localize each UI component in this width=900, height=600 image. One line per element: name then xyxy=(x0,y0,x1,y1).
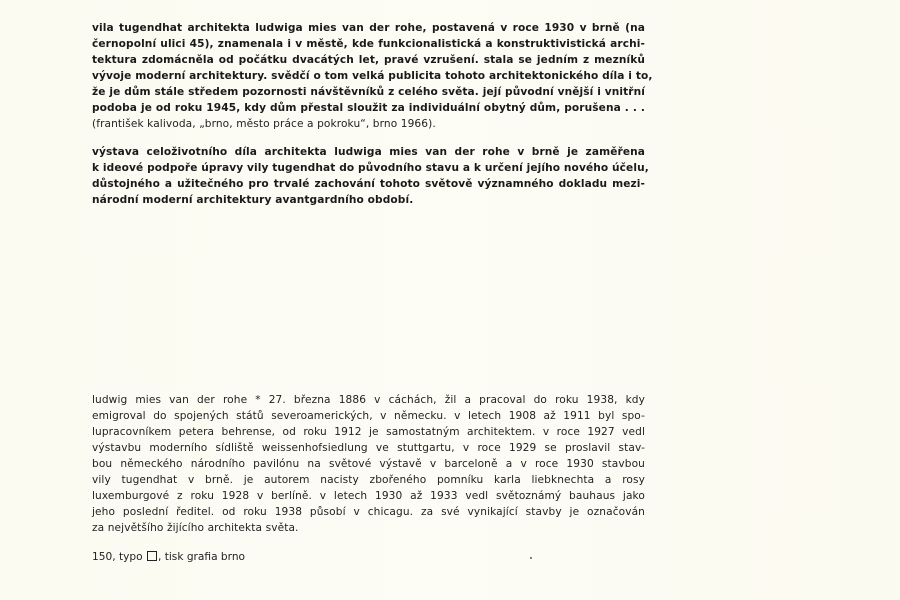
colophon xyxy=(92,545,645,565)
intro-line: že je dům stále středem pozornosti návštěvníků z celého světa. její původní vnější i vnitřní xyxy=(92,86,645,98)
print-speck xyxy=(530,557,532,559)
biography-line: emigroval do spojených států severoamerických, v německu. v letech 1908 až 1911 byl spo- xyxy=(92,410,645,422)
intro-line: vila tugendhat architekta ludwiga mies van der rohe, postavená v roce 1930 v brně (na xyxy=(92,22,645,34)
colophon-line xyxy=(92,551,245,563)
exhibition-line: výstava celoživotního díla architekta ludwiga mies van der rohe v brně je zaměřena xyxy=(92,146,645,158)
exhibition-line: k ideové podpoře úpravy vily tugendhat do původního stavu a k určení jejího nového účelu, xyxy=(92,162,649,174)
exhibition-paragraph xyxy=(92,144,649,208)
biography-line: jeho poslední ředitel. od roku 1938 působí v chicagu. za své vynikající stavby je označován xyxy=(92,506,645,518)
biography-line: výstavbu moderního sídliště weissenhofsiedlung ve stuttgartu, v roce 1929 se proslavil stav- xyxy=(92,442,645,454)
biography-paragraph xyxy=(92,392,645,536)
biography-line: lupracovníkem petera behrense, od roku 1912 je samostatným architektem. v roce 1927 vedl xyxy=(92,426,645,438)
biography-line: bou německého národního pavilónu na světové výstavě v barceloně a v roce 1930 stavbou xyxy=(92,458,645,470)
biography-line: ludwig mies van der rohe * 27. března 1886 v cáchách, žil a pracoval do roku 1938, kdy xyxy=(92,394,645,406)
biography-line: za největšího žijícího architekta světa. xyxy=(92,522,299,534)
colophon-prefix: 150, typo xyxy=(92,551,143,563)
intro-line: podoba je od roku 1945, kdy dům přestal sloužit za individuální obytný dům, porušena . . . xyxy=(92,102,645,114)
citation xyxy=(92,116,645,132)
colophon-suffix: , tisk grafia brno xyxy=(157,551,246,563)
biography-line: vily tugendhat v brně. je autorem nacisty zbořeného pomníku karla liebknechta a rosy xyxy=(92,474,645,486)
intro-paragraph xyxy=(92,20,653,116)
biography-line: luxemburgové z roku 1928 v berlíně. v letech 1930 až 1933 vedl světoznámý bauhaus jako xyxy=(92,490,645,502)
intro-line: černopolní ulici 45), znamenala i v městě, kde funkcionalistická a konstruktivistická archi- xyxy=(92,38,645,50)
exhibition-line: důstojného a užitečného pro trvalé zachování tohoto světově významného dokladu mezi- xyxy=(92,178,645,190)
intro-line: vývoje moderní architektury. svědčí o tom velká publicita tohoto architektonického díla i to, xyxy=(92,70,653,82)
exhibition-line: národní moderní architektury avantgardního období. xyxy=(92,194,414,206)
citation-text: (františek kalivoda, „brno, město práce a pokroku“, brno 1966). xyxy=(92,118,436,130)
box-symbol-icon xyxy=(147,551,157,561)
intro-line: tektura zdomácněla od počátku dvacátých let, pravé vzrušení. stala se jedním z mezníků xyxy=(92,54,645,66)
